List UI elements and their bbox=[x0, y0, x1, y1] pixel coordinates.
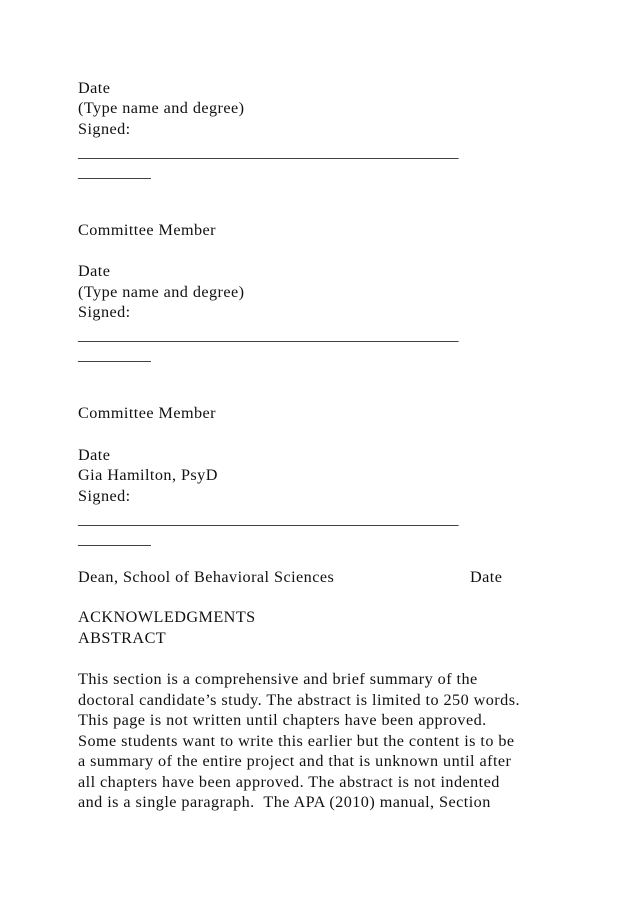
signature-line-2b: _________ bbox=[78, 346, 151, 364]
abstract-line: This section is a comprehensive and brief summary of the bbox=[78, 670, 478, 688]
abstract-heading: ABSTRACT bbox=[78, 629, 167, 647]
committee-member-label-2: Committee Member bbox=[78, 404, 217, 422]
abstract-line: and is a single paragraph. The APA (2010) manual, Section bbox=[78, 793, 491, 811]
abstract-line: doctoral candidate’s study. The abstract is limited to 250 words. bbox=[78, 691, 520, 709]
signature-line-1a: _______________________________________________ bbox=[78, 143, 459, 161]
dean-name: Gia Hamilton, PsyD bbox=[78, 466, 218, 484]
abstract-line: This page is not written until chapters have been approved. bbox=[78, 711, 487, 729]
type-name-label-2: (Type name and degree) bbox=[78, 283, 245, 301]
signed-label-3: Signed: bbox=[78, 487, 131, 505]
signature-line-2a: _______________________________________________ bbox=[78, 326, 459, 344]
signed-label-2: Signed: bbox=[78, 303, 131, 321]
date-label-1: Date bbox=[78, 79, 111, 97]
abstract-line: Some students want to write this earlier but the content is to be bbox=[78, 732, 515, 750]
signature-line-3a: _______________________________________________ bbox=[78, 510, 459, 528]
date-label-2: Date bbox=[78, 262, 111, 280]
committee-member-label-1: Committee Member bbox=[78, 221, 217, 239]
dean-date-label: Date bbox=[470, 568, 503, 586]
abstract-line: all chapters have been approved. The abstract is not indented bbox=[78, 773, 500, 791]
type-name-label-1: (Type name and degree) bbox=[78, 99, 245, 117]
dean-title: Dean, School of Behavioral Sciences bbox=[78, 568, 335, 586]
signed-label-1: Signed: bbox=[78, 120, 131, 138]
signature-line-1b: _________ bbox=[78, 163, 151, 181]
abstract-line: a summary of the entire project and that is unknown until after bbox=[78, 752, 512, 770]
signature-line-3b: _________ bbox=[78, 530, 151, 548]
acknowledgments-heading: ACKNOWLEDGMENTS bbox=[78, 608, 256, 626]
date-label-3: Date bbox=[78, 446, 111, 464]
